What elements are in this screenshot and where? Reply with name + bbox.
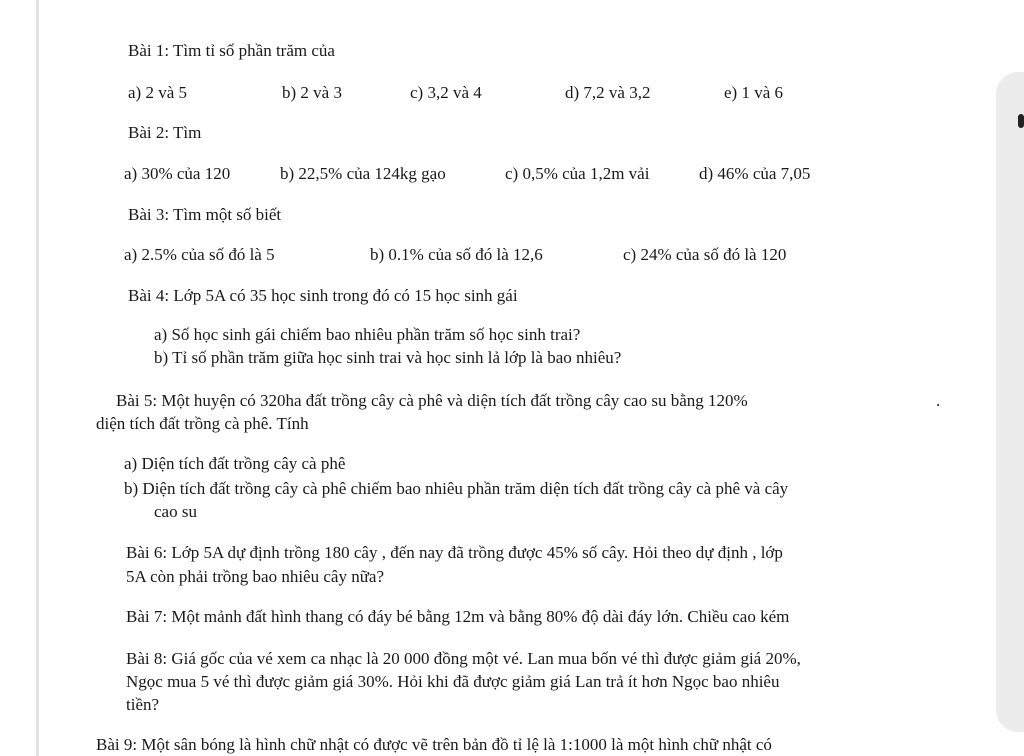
bai4-item-b: b) Tỉ số phần trăm giữa học sinh trai và học sinh lả lớp là bao nhiêu? <box>154 348 622 367</box>
bai1-title: Bài 1: Tìm tỉ số phần trăm của <box>128 41 335 60</box>
bai8-line1: Bài 8: Giá gốc của vé xem ca nhạc là 20 000 đồng một vé. Lan mua bốn vé thì được giảm giá 20%, <box>126 649 801 668</box>
bai5-stray-dot: . <box>936 391 941 410</box>
bai3-item-a: a) 2.5% của số đó là 5 <box>124 245 275 264</box>
bai8-line3: tiền? <box>126 695 160 714</box>
bai5-item-b-line2: cao su <box>154 502 197 521</box>
bai2-item-c: c) 0,5% của 1,2m vải <box>505 164 650 183</box>
bai5-line2: diện tích đất trồng cà phê. Tính <box>96 414 309 433</box>
bai1-item-a: a) 2 và 5 <box>128 83 188 102</box>
bai5-line1: Bài 5: Một huyện có 320ha đất trồng cây cà phê và diện tích đất trồng cây cao su bằng 120% <box>116 391 748 410</box>
bai2-item-b: b) 22,5% của 124kg gạo <box>280 164 446 183</box>
panel-handle[interactable] <box>1018 114 1024 128</box>
side-panel[interactable] <box>996 72 1024 732</box>
bai1-item-e: e) 1 và 6 <box>724 83 784 102</box>
bai7-line1: Bài 7: Một mảnh đất hình thang có đáy bé bằng 12m và bằng 80% độ dài đáy lớn. Chiều cao kém <box>126 607 790 626</box>
bai3-title: Bài 3: Tìm một số biết <box>128 205 282 224</box>
bai2-item-d: d) 46% của 7,05 <box>699 164 811 183</box>
bai2-title: Bài 2: Tìm <box>128 123 202 142</box>
bai2-item-a: a) 30% của 120 <box>124 164 231 183</box>
bai8-line2: Ngọc mua 5 vé thì được giảm giá 30%. Hỏi khi đã được giảm giá Lan trả ít hơn Ngọc bao nhiêu <box>126 672 780 691</box>
bai6-line1: Bài 6: Lớp 5A dự định trồng 180 cây , đến nay đã trồng được 45% số cây. Hỏi theo dự định , lớp <box>126 543 783 562</box>
bai3-item-b: b) 0.1% của số đó là 12,6 <box>370 245 543 264</box>
bai5-item-a: a) Diện tích đất trồng cây cà phê <box>124 454 346 473</box>
bai4-title: Bài 4: Lớp 5A có 35 học sinh trong đó có 15 học sinh gái <box>128 286 518 305</box>
bai3-item-c: c) 24% của số đó là 120 <box>623 245 787 264</box>
bai1-item-d: d) 7,2 và 3,2 <box>565 83 651 102</box>
bai9-line1: Bài 9: Một sân bóng là hình chữ nhật có được vẽ trên bản đồ tỉ lệ là 1:1000 là một hình chữ nhật có <box>96 735 772 754</box>
bai6-line2: 5A còn phải trồng bao nhiêu cây nữa? <box>126 567 384 586</box>
bai1-item-b: b) 2 và 3 <box>282 83 342 102</box>
bai1-item-c: c) 3,2 và 4 <box>410 83 482 102</box>
bai4-item-a: a) Số học sinh gái chiếm bao nhiêu phần trăm số học sinh trai? <box>154 325 581 344</box>
bai5-item-b-line1: b) Diện tích đất trồng cây cà phê chiếm bao nhiêu phần trăm diện tích đất trồng cây cà phê và cây <box>124 479 789 498</box>
